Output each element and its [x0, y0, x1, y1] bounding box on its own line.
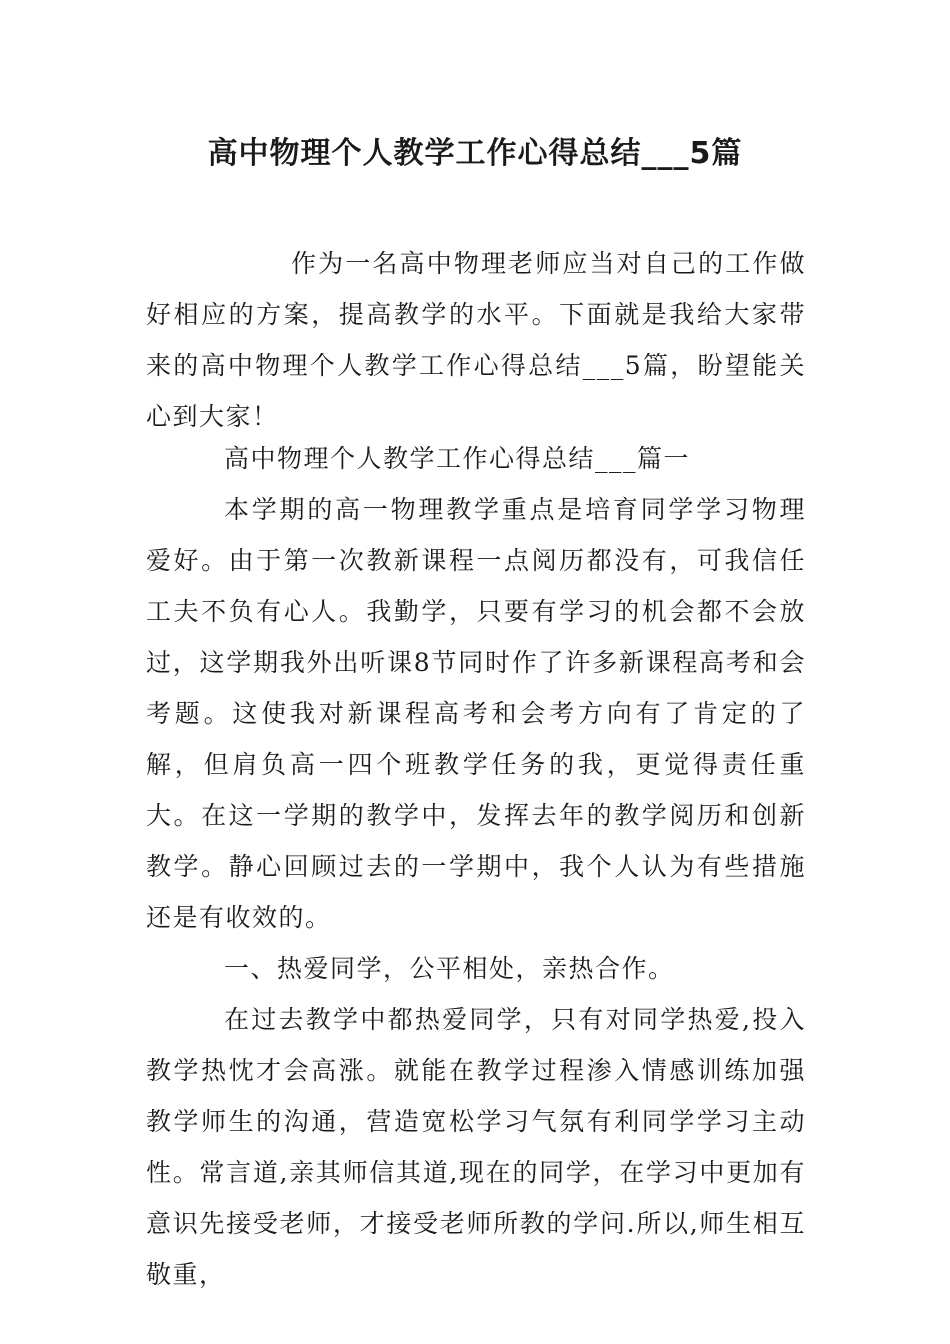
section-heading: 高中物理个人教学工作心得总结___篇一 [224, 444, 691, 473]
intro-paragraph: 作为一名高中物理老师应当对自己的工作做好相应的方案，提高教学的水平。下面就是我给大家带来的高中物理个人教学工作心得总结___5篇，盼望能关心到大家！ [146, 249, 806, 431]
body-paragraph: 在过去教学中都热爱同学，只有对同学热爱,投入教学热忱才会高涨。就能在教学过程渗入情感训练加强教学师生的沟通，营造宽松学习气氛有利同学学习主动性。常言道,亲其师信其道,现在的同学，在学习中更加有意识先接受老师，才接受老师所教的学问.所以,师生相互敬重， [146, 1005, 806, 1289]
document-title: 高中物理个人教学工作心得总结___5篇 [207, 136, 743, 171]
body-paragraph: 本学期的高一物理教学重点是培育同学学习物理爱好。由于第一次教新课程一点阅历都没有，可我信任工夫不负有心人。我勤学，只要有学习的机会都不会放过，这学期我外出听课8节同时作了许多新课程高考和会考题。这使我对新课程高考和会考方向有了肯定的了解，但肩负高一四个班教学任务的我，更觉得责任重大。在这一学期的教学中，发挥去年的教学阅历和创新教学。静心回顾过去的一学期中，我个人认为有些措施还是有收效的。 [146, 495, 806, 932]
subsection-heading: 一、热爱同学，公平相处，亲热合作。 [224, 954, 675, 983]
document-body-part-1 [146, 433, 806, 1300]
document-body [146, 238, 806, 442]
